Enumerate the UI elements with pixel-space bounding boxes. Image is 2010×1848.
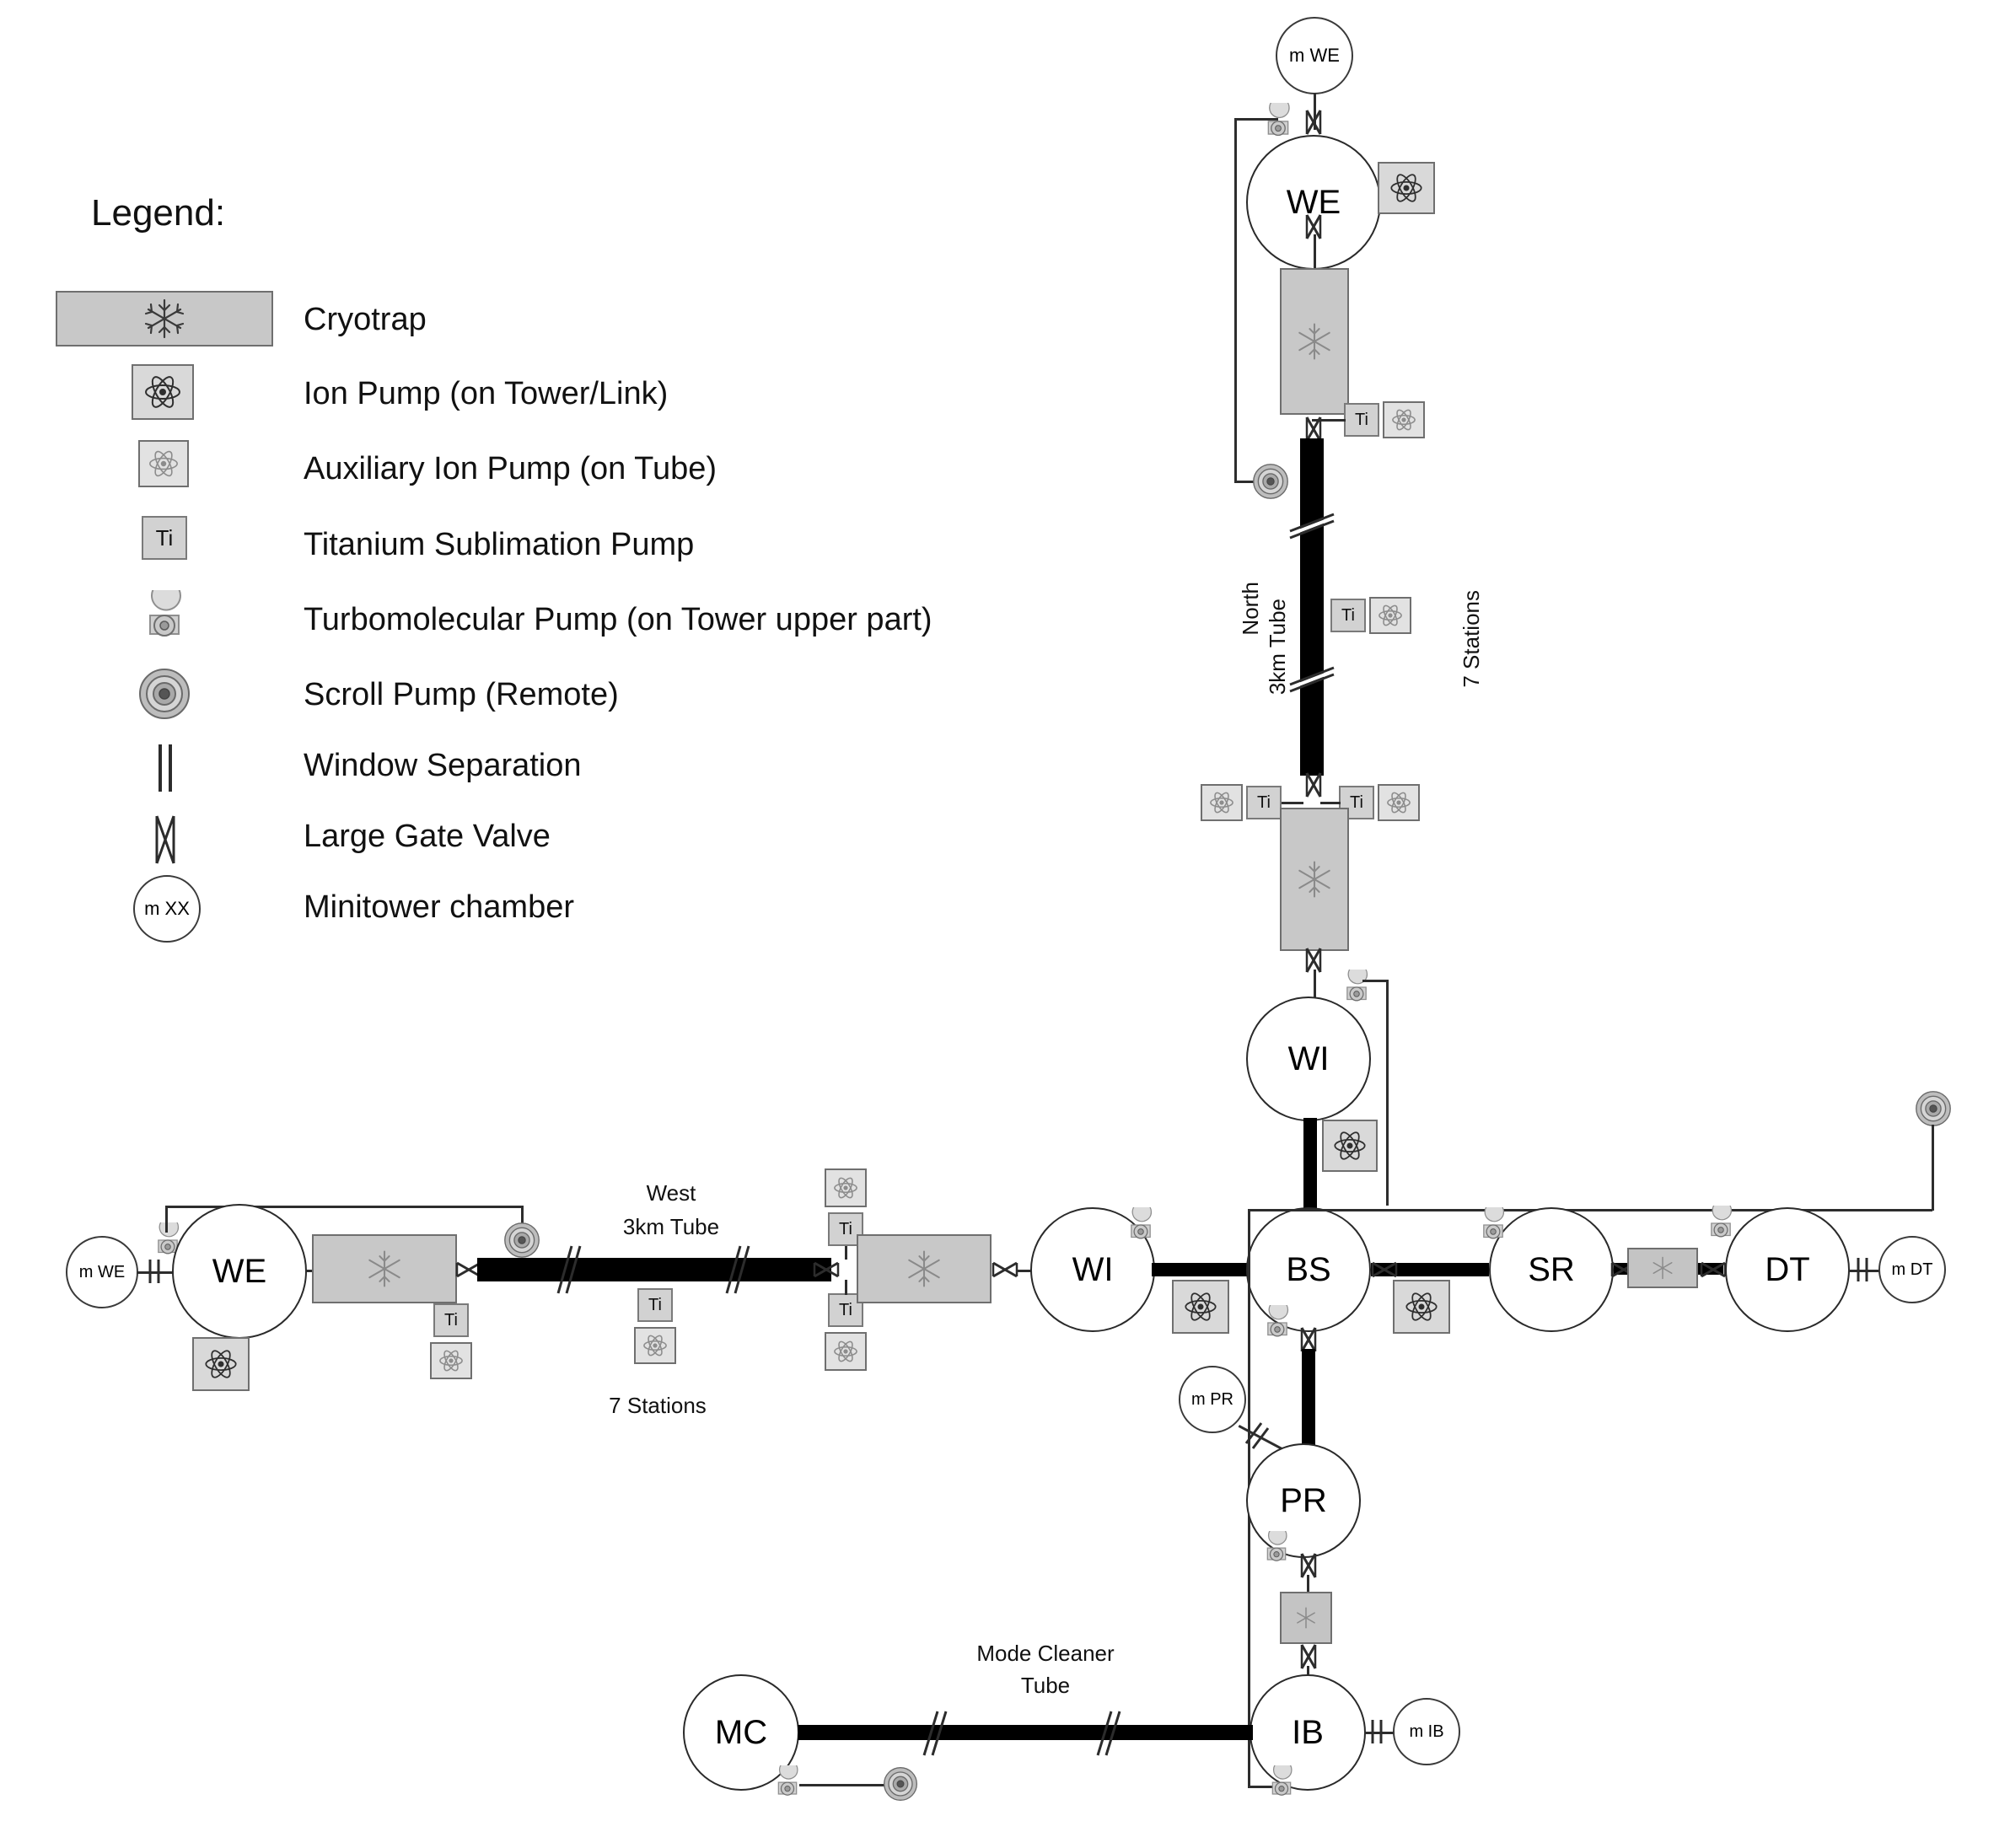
- legend-label-window-separation: Window Separation: [304, 748, 582, 783]
- ion-pump-wi-west-link: [1172, 1280, 1229, 1334]
- ti-label: Ti: [839, 1219, 852, 1238]
- roughing-line-wi-north-vert: [1386, 980, 1389, 1206]
- turbo-pump-sr: [1474, 1207, 1513, 1246]
- legend-scroll-pump-icon: [137, 666, 192, 722]
- chamber-sr-label: SR: [1528, 1250, 1575, 1288]
- gate-valve-mwe-north: [1298, 108, 1329, 137]
- turbo-pump-glyph: [1474, 1207, 1513, 1246]
- legend-label-turbomolecular-pump: Turbomolecular Pump (on Tower upper part): [304, 602, 932, 637]
- roughing-line-right-vert: [1932, 1125, 1934, 1211]
- atom-light-glyph: [641, 1331, 669, 1360]
- ti-label: Ti: [1355, 410, 1368, 429]
- turbo-pump-glyph: [1258, 1305, 1297, 1344]
- roughing-line-main-horiz: [1248, 1209, 1932, 1211]
- west-3km-tube: [477, 1258, 831, 1281]
- turbo-pump-glyph: [135, 590, 194, 646]
- minitower-m-ib: [1393, 1698, 1460, 1765]
- minitower-m-pr: [1179, 1366, 1246, 1433]
- turbo-pump-pr: [1258, 1531, 1295, 1568]
- scroll-pump-glyph: [1251, 462, 1290, 501]
- legend-label-titanium-sublimation-pump: Titanium Sublimation Pump: [304, 527, 695, 562]
- aux-ion-pump-north-upper: [1383, 401, 1425, 438]
- ti-pump-west-1: [433, 1303, 469, 1337]
- atom-light-glyph: [1384, 788, 1413, 817]
- link-ti-west-2-top: [845, 1246, 847, 1260]
- aux-ion-pump-north-mid: [1369, 597, 1411, 634]
- ti-label: Ti: [648, 1295, 662, 1314]
- snowflake-glyph: [1293, 1605, 1319, 1630]
- snowflake-glyph: [361, 1248, 408, 1290]
- aux-ion-pump-north-lower-right: [1378, 784, 1420, 821]
- ion-pump-bs-sr-link: [1393, 1280, 1450, 1334]
- atom-light-glyph: [1376, 601, 1405, 630]
- legend-label-cryotrap: Cryotrap: [304, 302, 427, 337]
- ti-label: Ti: [444, 1310, 458, 1330]
- turbo-pump-dt: [1701, 1206, 1740, 1244]
- atom-glyph: [202, 1345, 240, 1383]
- turbo-pump-glyph: [1263, 1765, 1300, 1802]
- chamber-bs-label: BS: [1286, 1250, 1331, 1288]
- window-separation-glyph: [145, 742, 185, 794]
- window-separation-west-2: [718, 1236, 755, 1303]
- ti-pump-west-mid: [637, 1288, 673, 1322]
- atom-glyph: [1387, 169, 1426, 207]
- north-3km-tube: [1300, 438, 1324, 776]
- atom-light-glyph: [1207, 788, 1236, 817]
- roughing-line-we-north-vert: [1234, 118, 1237, 481]
- roughing-line-we-west-vert-left: [165, 1206, 168, 1233]
- turbo-pump-wi-north: [1337, 970, 1376, 1008]
- ti-label: Ti: [1257, 792, 1271, 812]
- atom-glyph: [1181, 1287, 1220, 1326]
- legend-minitower-chamber-icon: [133, 875, 201, 943]
- chamber-we-north-label: WE: [1286, 183, 1341, 221]
- legend-minitower-text: m XX: [144, 898, 190, 919]
- cryotrap-north-upper: [1280, 268, 1349, 415]
- west-tube-label-line1: West: [646, 1180, 696, 1206]
- link-ti-west-2-bottom: [845, 1280, 847, 1295]
- snowflake-glyph: [900, 1248, 948, 1290]
- minitower-m-ib-label: m IB: [1409, 1722, 1444, 1741]
- aux-ion-pump-west-1: [430, 1342, 472, 1379]
- turbo-pump-glyph: [1258, 103, 1298, 143]
- aux-ion-pump-north-lower-left: [1201, 784, 1243, 821]
- north-stations-label: 7 Stations: [1459, 590, 1484, 688]
- gate-valve-west-2: [811, 1254, 841, 1285]
- chamber-pr-label: PR: [1280, 1481, 1327, 1519]
- turbo-pump-we-north: [1258, 103, 1298, 143]
- atom-glyph: [1330, 1126, 1369, 1165]
- roughing-line-we-north-top: [1234, 118, 1278, 121]
- scroll-pump-we-west: [502, 1221, 541, 1260]
- legend-ion-pump-icon: [132, 364, 194, 420]
- window-separation-mc-1: [916, 1703, 953, 1764]
- roughing-line-wi-north-top: [1362, 980, 1388, 982]
- stem-we-north-to-cryotrap: [1314, 234, 1316, 271]
- link-wi-north-to-bs: [1303, 1118, 1317, 1219]
- ion-pump-wi-north-link: [1322, 1120, 1378, 1172]
- mode-cleaner-label-line1: Mode Cleaner: [976, 1641, 1115, 1666]
- scroll-pump-mc: [882, 1765, 919, 1802]
- legend-label-ion-pump: Ion Pump (on Tower/Link): [304, 376, 669, 411]
- link-ti-north-lower-left: [1282, 802, 1303, 804]
- legend-turbomolecular-pump-icon: [135, 590, 194, 646]
- ti-pump-north-lower-left: [1246, 786, 1282, 819]
- minitower-m-dt-label: m DT: [1891, 1260, 1933, 1279]
- stem-cryotrap-to-wi-north: [1314, 970, 1316, 1000]
- legend-label-scroll-pump: Scroll Pump (Remote): [304, 677, 619, 712]
- minitower-m-we-west-label: m WE: [78, 1262, 126, 1281]
- gate-valve-north-tube-bottom: [1298, 771, 1329, 799]
- cryotrap-sr-dt: [1627, 1248, 1698, 1288]
- cryotrap-pr-ib: [1280, 1592, 1332, 1644]
- legend-window-separation-icon: [145, 742, 185, 794]
- ti-pump-north-upper: [1344, 403, 1379, 437]
- scroll-pump-glyph: [502, 1221, 541, 1260]
- ti-label: Ti: [1350, 792, 1363, 812]
- aux-ion-pump-west-mid: [634, 1327, 676, 1364]
- west-stations-label: 7 Stations: [609, 1393, 707, 1418]
- roughing-line-mc: [799, 1784, 892, 1786]
- snowflake-glyph: [1648, 1255, 1677, 1281]
- chamber-dt-label: DT: [1765, 1250, 1810, 1288]
- atom-glyph: [141, 370, 185, 414]
- north-tube-label-line2: 3km Tube: [1265, 599, 1290, 696]
- legend-label-minitower-chamber: Minitower chamber: [304, 889, 574, 925]
- scroll-pump-glyph: [137, 666, 192, 722]
- atom-light-glyph: [831, 1337, 860, 1366]
- chamber-dt: [1725, 1207, 1850, 1332]
- scroll-pump-right: [1914, 1089, 1953, 1128]
- atom-light-glyph: [146, 446, 181, 481]
- minitower-m-pr-label: m PR: [1191, 1389, 1233, 1409]
- window-separation-pr: [1239, 1418, 1278, 1457]
- minitower-m-dt: [1878, 1236, 1946, 1303]
- scroll-pump-glyph: [1914, 1089, 1953, 1128]
- link-bs-to-pr: [1302, 1349, 1315, 1453]
- ion-pump-we-west: [192, 1337, 250, 1391]
- window-separation-mc-2: [1089, 1703, 1126, 1764]
- atom-light-glyph: [1389, 406, 1418, 434]
- turbo-pump-ib: [1263, 1765, 1300, 1802]
- west-tube-label-line2: 3km Tube: [622, 1214, 720, 1239]
- turbo-pump-glyph: [1337, 970, 1376, 1008]
- gate-valve-west-3: [990, 1254, 1020, 1285]
- window-separation-north-1: [1282, 513, 1342, 540]
- chamber-ib-label: IB: [1292, 1713, 1324, 1751]
- window-separation-dt: [1848, 1254, 1878, 1285]
- chamber-wi-north-label: WI: [1287, 1040, 1330, 1077]
- chamber-wi-west-label: WI: [1072, 1250, 1114, 1288]
- turbo-pump-wi-west: [1121, 1207, 1160, 1246]
- cryotrap-west-2: [857, 1234, 992, 1303]
- chamber-wi-north: [1246, 997, 1371, 1121]
- gate-valve-glyph: [145, 813, 185, 867]
- snowflake-glyph: [1291, 320, 1338, 363]
- scroll-pump-we-north: [1251, 462, 1290, 501]
- cryotrap-north-lower: [1280, 808, 1349, 951]
- snowflake-glyph: [139, 297, 190, 341]
- minitower-m-we-west: [66, 1236, 138, 1308]
- mode-cleaner-tube: [798, 1725, 1253, 1740]
- ion-pump-we-north: [1378, 162, 1435, 214]
- legend-auxiliary-ion-pump-icon: [138, 440, 189, 487]
- mode-cleaner-label-line2: Tube: [1020, 1673, 1071, 1698]
- turbo-pump-bs: [1258, 1305, 1297, 1344]
- legend-large-gate-valve-icon: [145, 813, 185, 867]
- atom-glyph: [1402, 1287, 1441, 1326]
- link-wi-west-to-bs: [1152, 1263, 1253, 1276]
- chamber-we-west: [172, 1204, 307, 1339]
- window-separation-west-1: [550, 1236, 587, 1303]
- turbo-pump-glyph: [1121, 1207, 1160, 1246]
- ti-label: Ti: [1341, 605, 1355, 625]
- turbo-pump-glyph: [1701, 1206, 1740, 1244]
- ti-label: Ti: [839, 1300, 852, 1319]
- legend-label-large-gate-valve: Large Gate Valve: [304, 819, 551, 854]
- legend-cryotrap-icon: [56, 291, 273, 346]
- gate-valve-dt-left: [1698, 1254, 1728, 1285]
- legend-titanium-sublimation-pump-icon: [142, 516, 187, 560]
- north-tube-label-line1: North: [1238, 582, 1263, 636]
- link-ti-north-lower-right: [1320, 802, 1341, 804]
- scroll-pump-glyph: [882, 1765, 919, 1802]
- chamber-mc-label: MC: [714, 1713, 768, 1751]
- minitower-m-we-north-label: m WE: [1289, 45, 1340, 66]
- cryotrap-west-1: [312, 1234, 457, 1303]
- atom-light-glyph: [437, 1346, 465, 1375]
- atom-light-glyph: [831, 1174, 860, 1202]
- ti-pump-north-mid: [1330, 599, 1366, 632]
- chamber-we-west-label: WE: [212, 1252, 267, 1290]
- window-separation-ib: [1362, 1716, 1393, 1747]
- legend-label-auxiliary-ion-pump: Auxiliary Ion Pump (on Tube): [304, 451, 717, 486]
- aux-ion-pump-west-2-top: [825, 1168, 867, 1207]
- snowflake-glyph: [1291, 858, 1338, 900]
- legend-ti-text: Ti: [155, 524, 174, 551]
- aux-ion-pump-west-2-bottom: [825, 1332, 867, 1371]
- turbo-pump-glyph: [1258, 1531, 1295, 1568]
- minitower-m-we-north: [1276, 17, 1353, 94]
- legend-title: Legend:: [91, 192, 226, 234]
